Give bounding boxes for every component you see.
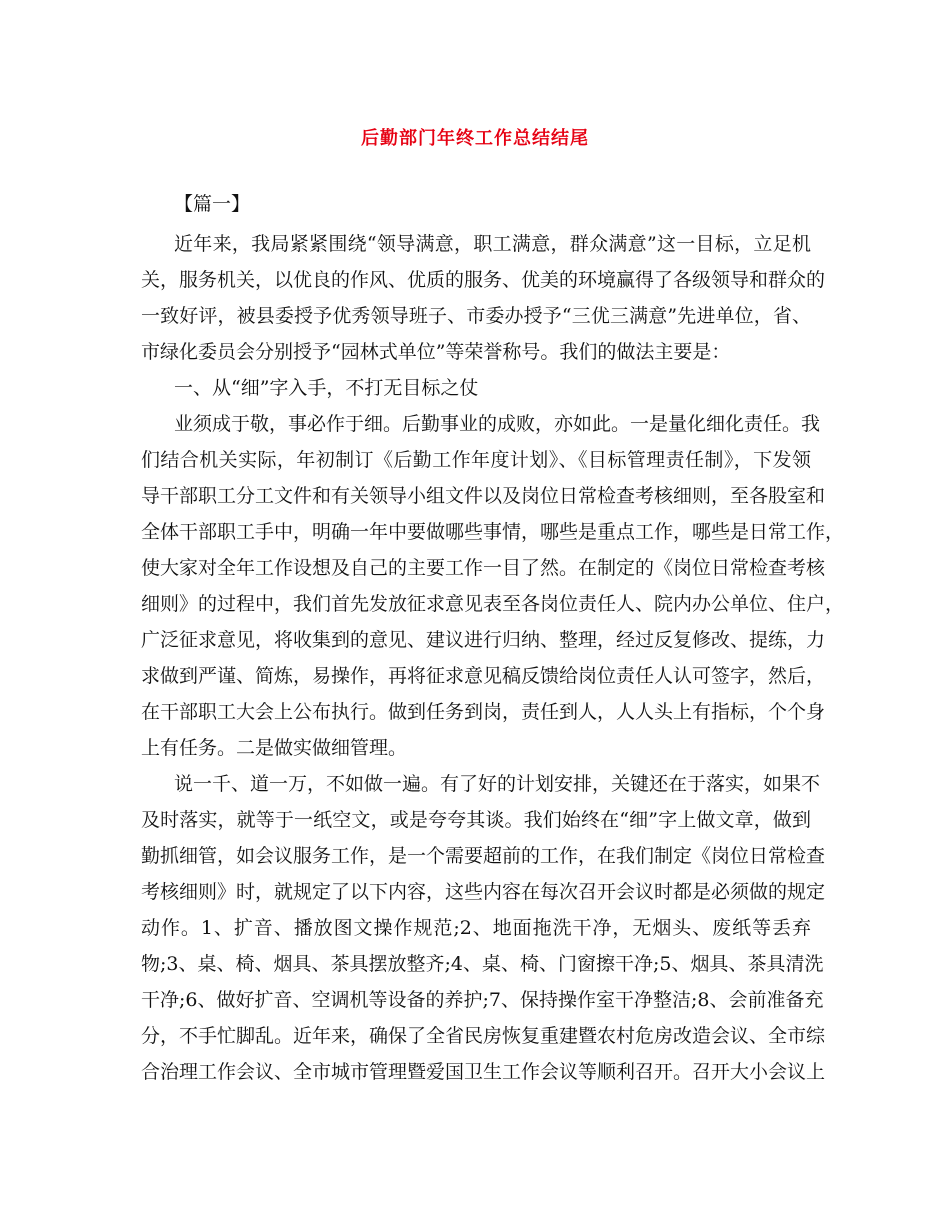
paragraph-line: 上有任务。二是做实做细管理。 xyxy=(141,737,408,759)
paragraph-line: 导干部职工分工文件和有关领导小组文件以及岗位日常检查考核细则，至各股室和 xyxy=(141,485,826,507)
paragraph-line: 全体干部职工手中，明确一年中要做哪些事情，哪些是重点工作，哪些是日常工作， xyxy=(141,521,845,543)
paragraph-line: 干净;6、做好扩音、空调机等设备的养护;7、保持操作室干净整洁;8、会前准备充 xyxy=(141,989,824,1011)
paragraph-line: 合治理工作会议、全市城市管理暨爱国卫生工作会议等顺利召开。召开大小会议上 xyxy=(141,1061,826,1083)
paragraph-line: 关，服务机关，以优良的作风、优质的服务、优美的环境赢得了各级领导和群众的 xyxy=(141,269,826,291)
paragraph-line: 业须成于敬，事必作于细。后勤事业的成败，亦如此。一是量化细化责任。我 xyxy=(174,413,821,435)
paragraph-line: 广泛征求意见，将收集到的意见、建议进行归纳、整理，经过反复修改、提练，力 xyxy=(141,629,826,651)
paragraph-line: 及时落实，就等于一纸空文，或是夸夸其谈。我们始终在“细”字上做文章，做到 xyxy=(141,809,811,831)
paragraph-line: 在干部职工大会上公布执行。做到任务到岗，责任到人，人人头上有指标，个个身 xyxy=(141,701,826,723)
paragraph-line: 一致好评，被县委授予优秀领导班子、市委办授予“三优三满意”先进单位，省、 xyxy=(141,305,811,327)
paragraph-line: 说一千、道一万，不如做一遍。有了好的计划安排，关键还在于落实，如果不 xyxy=(174,773,821,795)
paragraph-line: 动作。1、扩音、播放图文操作规范;2、地面拖洗干净，无烟头、废纸等丢弃 xyxy=(141,917,811,939)
section-label: 【篇一】 xyxy=(174,193,251,215)
paragraph-line: 市绿化委员会分别授予“园林式单位”等荣誉称号。我们的做法主要是： xyxy=(141,341,731,363)
paragraph-line: 考核细则》时，就规定了以下内容，这些内容在每次召开会议时都是必须做的规定 xyxy=(141,881,826,903)
paragraph-line: 细则》的过程中，我们首先发放征求意见表至各岗位责任人、院内办公单位、住户， xyxy=(141,593,845,615)
section-heading: 一、从“细”字入手，不打无目标之仗 xyxy=(174,377,479,399)
paragraph-line: 勤抓细管，如会议服务工作，是一个需要超前的工作，在我们制定《岗位日常检查 xyxy=(141,845,826,867)
paragraph-line: 使大家对全年工作设想及自己的主要工作一目了然。在制定的《岗位日常检查考核 xyxy=(141,557,826,579)
paragraph-line: 求做到严谨、简炼，易操作，再将征求意见稿反馈给岗位责任人认可签字，然后， xyxy=(141,665,826,687)
paragraph-line: 物;3、桌、椅、烟具、茶具摆放整齐;4、桌、椅、门窗擦干净;5、烟具、茶具清洗 xyxy=(141,953,824,975)
paragraph-line: 们结合机关实际，年初制订《后勤工作年度计划》、《目标管理责任制》，下发领 xyxy=(141,449,811,471)
paragraph-line: 分，不手忙脚乱。近年来，确保了全省民房恢复重建暨农村危房改造会议、全市综 xyxy=(141,1025,826,1047)
document-title: 后勤部门年终工作总结结尾 xyxy=(361,128,589,149)
paragraph-line: 近年来，我局紧紧围绕“领导满意，职工满意，群众满意”这一目标，立足机 xyxy=(174,233,811,255)
